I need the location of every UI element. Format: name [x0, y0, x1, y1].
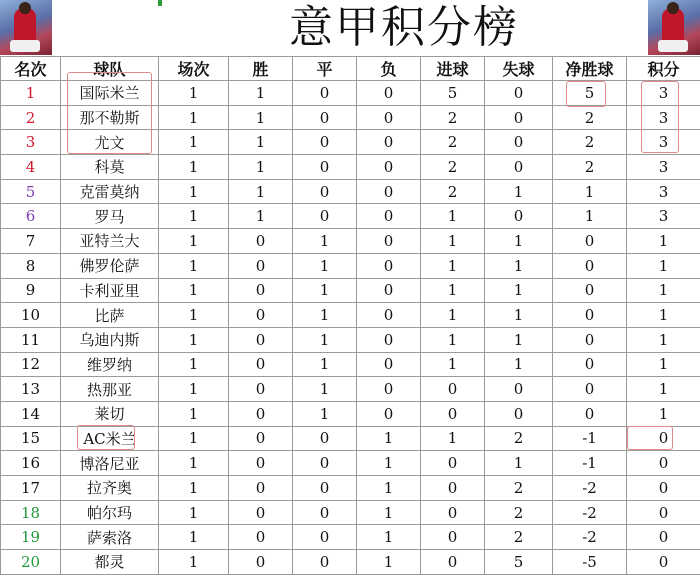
cell-team: 乌迪内斯 [61, 327, 159, 352]
cell-goals-for: 5 [421, 81, 485, 106]
cell-rank: 17 [1, 476, 61, 501]
cell-played: 1 [159, 204, 229, 229]
cell-goals-against: 1 [485, 303, 553, 328]
player-photo-right [648, 0, 700, 55]
cell-team: 罗马 [61, 204, 159, 229]
table-row [1, 550, 700, 575]
cell-won: 0 [229, 451, 293, 476]
cell-drawn: 0 [293, 550, 357, 575]
cell-team: 科莫 [61, 155, 159, 180]
cell-goals-for: 0 [421, 451, 485, 476]
cell-team: 热那亚 [61, 377, 159, 402]
cell-lost: 0 [357, 155, 421, 180]
cell-played: 1 [159, 130, 229, 155]
cell-won: 1 [229, 204, 293, 229]
cell-goals-against: 2 [485, 426, 553, 451]
cell-won: 0 [229, 426, 293, 451]
cell-lost: 1 [357, 550, 421, 575]
cell-drawn: 1 [293, 401, 357, 426]
cell-goal-diff: 5 [553, 81, 627, 106]
cell-goal-diff: 0 [553, 278, 627, 303]
cell-drawn: 0 [293, 179, 357, 204]
cell-team: 维罗纳 [61, 352, 159, 377]
cell-won: 0 [229, 278, 293, 303]
cell-goals-for: 1 [421, 253, 485, 278]
cell-goals-against: 0 [485, 377, 553, 402]
cell-points: 3 [627, 179, 700, 204]
cell-goal-diff: 0 [553, 303, 627, 328]
cell-goals-against: 1 [485, 253, 553, 278]
cell-won: 0 [229, 401, 293, 426]
cell-goal-diff: -1 [553, 451, 627, 476]
cell-played: 1 [159, 550, 229, 575]
cell-rank: 20 [1, 550, 61, 575]
cell-goal-diff: -2 [553, 500, 627, 525]
cell-drawn: 0 [293, 476, 357, 501]
cell-won: 0 [229, 229, 293, 254]
cell-team: 亚特兰大 [61, 229, 159, 254]
cell-points: 3 [627, 130, 700, 155]
cell-points: 3 [627, 155, 700, 180]
header-drawn: 平 [293, 57, 357, 81]
cell-played: 1 [159, 105, 229, 130]
cell-drawn: 0 [293, 525, 357, 550]
table-row [1, 327, 700, 352]
cell-goals-for: 0 [421, 500, 485, 525]
cell-goals-for: 1 [421, 303, 485, 328]
header-goals-against: 失球 [485, 57, 553, 81]
cell-drawn: 0 [293, 204, 357, 229]
cell-lost: 1 [357, 426, 421, 451]
cell-goals-for: 2 [421, 155, 485, 180]
cell-goals-for: 2 [421, 130, 485, 155]
cell-lost: 0 [357, 303, 421, 328]
cell-goals-for: 0 [421, 401, 485, 426]
header-goal-diff: 净胜球 [553, 57, 627, 81]
cell-team: 莱切 [61, 401, 159, 426]
cell-lost: 0 [357, 130, 421, 155]
cell-goal-diff: -5 [553, 550, 627, 575]
cell-goal-diff: 0 [553, 401, 627, 426]
header-lost: 负 [357, 57, 421, 81]
cell-goals-for: 1 [421, 352, 485, 377]
cell-drawn: 0 [293, 426, 357, 451]
table-row [1, 278, 700, 303]
header-goals-for: 进球 [421, 57, 485, 81]
cell-goals-against: 2 [485, 476, 553, 501]
cell-goals-against: 0 [485, 401, 553, 426]
cell-goal-diff: 2 [553, 105, 627, 130]
table-row [1, 229, 700, 254]
cell-rank: 6 [1, 204, 61, 229]
cell-goals-for: 1 [421, 204, 485, 229]
cell-points: 3 [627, 105, 700, 130]
cell-team: 尤文 [61, 130, 159, 155]
cell-played: 1 [159, 278, 229, 303]
cell-drawn: 1 [293, 352, 357, 377]
cell-rank: 11 [1, 327, 61, 352]
table-row [1, 253, 700, 278]
cell-lost: 0 [357, 352, 421, 377]
cell-rank: 16 [1, 451, 61, 476]
cell-goal-diff: 2 [553, 155, 627, 180]
cell-won: 0 [229, 253, 293, 278]
table-row [1, 105, 700, 130]
cell-goal-diff: 0 [553, 352, 627, 377]
cell-goals-for: 0 [421, 550, 485, 575]
table-row [1, 377, 700, 402]
table-row [1, 352, 700, 377]
cell-goals-for: 1 [421, 278, 485, 303]
cell-played: 1 [159, 81, 229, 106]
cell-won: 0 [229, 352, 293, 377]
cell-won: 1 [229, 179, 293, 204]
cell-won: 0 [229, 327, 293, 352]
header-played: 场次 [159, 57, 229, 81]
cell-won: 0 [229, 377, 293, 402]
cell-points: 1 [627, 352, 700, 377]
cell-goal-diff: -2 [553, 476, 627, 501]
cell-goals-against: 0 [485, 130, 553, 155]
cell-goal-diff: 0 [553, 377, 627, 402]
cell-goals-against: 0 [485, 155, 553, 180]
cell-goal-diff: 0 [553, 327, 627, 352]
header-won: 胜 [229, 57, 293, 81]
cell-drawn: 0 [293, 155, 357, 180]
cell-drawn: 1 [293, 303, 357, 328]
cell-played: 1 [159, 303, 229, 328]
cell-won: 1 [229, 105, 293, 130]
cell-points: 1 [627, 327, 700, 352]
cell-goals-for: 0 [421, 476, 485, 501]
cell-rank: 10 [1, 303, 61, 328]
table-row [1, 81, 700, 106]
cell-played: 1 [159, 525, 229, 550]
player-shorts [10, 40, 40, 52]
table-row [1, 130, 700, 155]
cell-won: 1 [229, 130, 293, 155]
cell-team: 萨索洛 [61, 525, 159, 550]
cell-goals-for: 1 [421, 229, 485, 254]
cell-played: 1 [159, 476, 229, 501]
cell-drawn: 1 [293, 327, 357, 352]
player-photo-left [0, 0, 52, 55]
cell-points: 1 [627, 377, 700, 402]
cell-team: 拉齐奥 [61, 476, 159, 501]
cell-points: 0 [627, 550, 700, 575]
cell-rank: 12 [1, 352, 61, 377]
cell-lost: 1 [357, 451, 421, 476]
cell-rank: 15 [1, 426, 61, 451]
cell-rank: 1 [1, 81, 61, 106]
cell-lost: 1 [357, 525, 421, 550]
table-row [1, 401, 700, 426]
table-header-row [1, 57, 700, 81]
cell-played: 1 [159, 451, 229, 476]
cell-rank: 9 [1, 278, 61, 303]
cell-goals-for: 2 [421, 105, 485, 130]
cell-drawn: 1 [293, 278, 357, 303]
standings-table [0, 56, 700, 575]
cell-goals-against: 1 [485, 278, 553, 303]
cell-played: 1 [159, 179, 229, 204]
cell-goals-against: 2 [485, 500, 553, 525]
cell-drawn: 0 [293, 130, 357, 155]
cell-team: 都灵 [61, 550, 159, 575]
table-row [1, 476, 700, 501]
cell-lost: 0 [357, 278, 421, 303]
cell-rank: 7 [1, 229, 61, 254]
cell-lost: 1 [357, 500, 421, 525]
cell-points: 1 [627, 253, 700, 278]
table-row [1, 155, 700, 180]
table-row [1, 303, 700, 328]
cell-goals-against: 1 [485, 229, 553, 254]
cell-rank: 19 [1, 525, 61, 550]
cell-lost: 0 [357, 229, 421, 254]
cell-lost: 1 [357, 476, 421, 501]
cell-played: 1 [159, 377, 229, 402]
cell-lost: 0 [357, 105, 421, 130]
cell-goals-for: 1 [421, 426, 485, 451]
cell-team: AC米兰 [61, 426, 159, 451]
header-team: 球队 [61, 57, 159, 81]
cell-team: 帕尔玛 [61, 500, 159, 525]
cell-played: 1 [159, 426, 229, 451]
cell-goals-against: 1 [485, 451, 553, 476]
cell-played: 1 [159, 253, 229, 278]
player-shorts [658, 40, 688, 52]
table-row [1, 179, 700, 204]
page-title: 意甲积分榜 [160, 0, 648, 56]
cell-rank: 2 [1, 105, 61, 130]
cell-lost: 0 [357, 253, 421, 278]
cell-drawn: 0 [293, 105, 357, 130]
cell-points: 1 [627, 278, 700, 303]
cell-goals-against: 5 [485, 550, 553, 575]
cell-rank: 13 [1, 377, 61, 402]
cell-lost: 0 [357, 204, 421, 229]
table-row [1, 451, 700, 476]
cell-goals-against: 2 [485, 525, 553, 550]
cell-drawn: 0 [293, 500, 357, 525]
cell-team: 那不勒斯 [61, 105, 159, 130]
cell-team: 国际米兰 [61, 81, 159, 106]
cell-goals-against: 0 [485, 204, 553, 229]
cell-played: 1 [159, 500, 229, 525]
cell-won: 1 [229, 81, 293, 106]
cell-rank: 3 [1, 130, 61, 155]
cell-team: 佛罗伦萨 [61, 253, 159, 278]
table-row [1, 204, 700, 229]
cell-goal-diff: -2 [553, 525, 627, 550]
table-row [1, 525, 700, 550]
cell-points: 1 [627, 401, 700, 426]
cell-won: 0 [229, 500, 293, 525]
cell-goals-against: 0 [485, 81, 553, 106]
cell-team: 卡利亚里 [61, 278, 159, 303]
header-points: 积分 [627, 57, 700, 81]
cell-lost: 0 [357, 81, 421, 106]
cell-rank: 14 [1, 401, 61, 426]
cell-points: 0 [627, 476, 700, 501]
player-head [19, 2, 31, 14]
cell-goals-against: 1 [485, 327, 553, 352]
cell-lost: 0 [357, 401, 421, 426]
cell-team: 比萨 [61, 303, 159, 328]
cell-played: 1 [159, 155, 229, 180]
cell-points: 0 [627, 426, 700, 451]
table-row [1, 500, 700, 525]
cell-played: 1 [159, 327, 229, 352]
cell-drawn: 0 [293, 451, 357, 476]
cell-goal-diff: 0 [553, 229, 627, 254]
cell-points: 0 [627, 451, 700, 476]
cell-goal-diff: 2 [553, 130, 627, 155]
cell-rank: 8 [1, 253, 61, 278]
cell-drawn: 1 [293, 253, 357, 278]
cell-lost: 0 [357, 377, 421, 402]
cell-goals-for: 0 [421, 525, 485, 550]
cell-lost: 0 [357, 179, 421, 204]
cell-won: 0 [229, 303, 293, 328]
cell-rank: 18 [1, 500, 61, 525]
cell-goal-diff: -1 [553, 426, 627, 451]
cell-team: 克雷莫纳 [61, 179, 159, 204]
cell-points: 3 [627, 81, 700, 106]
header-rank: 名次 [1, 57, 61, 81]
cell-goals-against: 1 [485, 179, 553, 204]
cell-points: 0 [627, 500, 700, 525]
cell-goal-diff: 0 [553, 253, 627, 278]
cell-goals-for: 2 [421, 179, 485, 204]
cell-team: 博洛尼亚 [61, 451, 159, 476]
cell-goals-for: 1 [421, 327, 485, 352]
cell-points: 1 [627, 229, 700, 254]
cell-won: 1 [229, 155, 293, 180]
cell-goals-for: 0 [421, 377, 485, 402]
cell-lost: 0 [357, 327, 421, 352]
cell-goal-diff: 1 [553, 179, 627, 204]
cell-drawn: 1 [293, 229, 357, 254]
cell-won: 0 [229, 550, 293, 575]
cell-won: 0 [229, 476, 293, 501]
player-head [667, 2, 679, 14]
cell-drawn: 0 [293, 81, 357, 106]
cell-points: 1 [627, 303, 700, 328]
cell-points: 3 [627, 204, 700, 229]
cell-won: 0 [229, 525, 293, 550]
cell-rank: 4 [1, 155, 61, 180]
cell-goals-against: 0 [485, 105, 553, 130]
cell-rank: 5 [1, 179, 61, 204]
cell-goal-diff: 1 [553, 204, 627, 229]
cell-played: 1 [159, 352, 229, 377]
table-row [1, 426, 700, 451]
cell-played: 1 [159, 401, 229, 426]
cell-points: 0 [627, 525, 700, 550]
cell-played: 1 [159, 229, 229, 254]
cell-drawn: 1 [293, 377, 357, 402]
cell-goals-against: 1 [485, 352, 553, 377]
